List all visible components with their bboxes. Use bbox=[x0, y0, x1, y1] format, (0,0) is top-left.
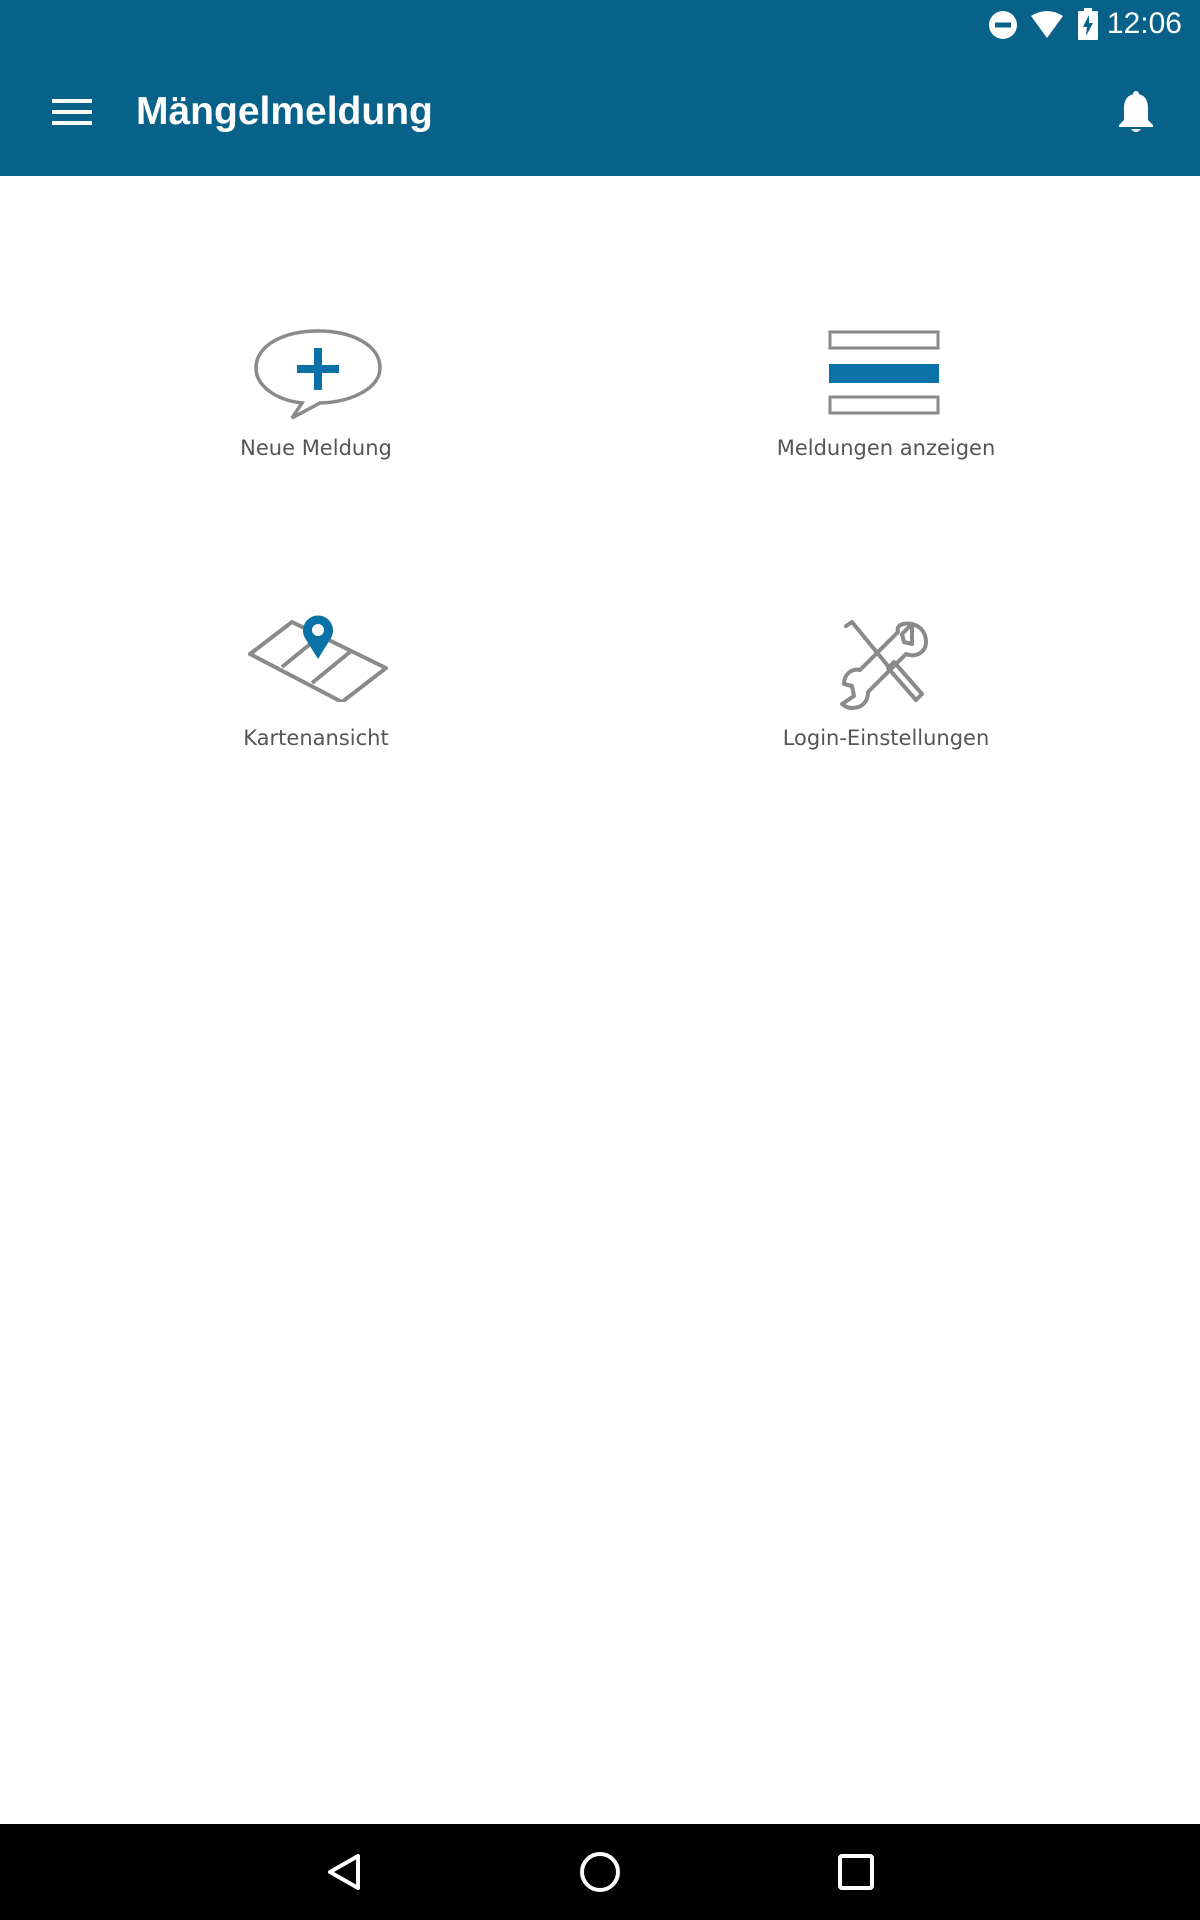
navigation-bar bbox=[0, 1824, 1200, 1920]
tile-label: Meldungen anzeigen bbox=[776, 436, 996, 460]
status-time: 12:06 bbox=[1106, 7, 1182, 40]
tools-icon bbox=[838, 620, 930, 710]
list-icon bbox=[828, 330, 940, 416]
wifi-icon bbox=[1030, 10, 1064, 40]
tile-show-reports[interactable] bbox=[676, 310, 1096, 510]
notification-bell-icon bbox=[1117, 90, 1155, 134]
new-report-speech-bubble-icon bbox=[252, 328, 384, 422]
menu-button[interactable] bbox=[36, 80, 108, 144]
map-pin-icon bbox=[246, 608, 390, 702]
tile-new-report[interactable] bbox=[106, 310, 526, 510]
page-title: Mängelmeldung bbox=[136, 90, 433, 133]
back-button[interactable] bbox=[304, 1840, 384, 1904]
home-button[interactable] bbox=[560, 1840, 640, 1904]
notifications-button[interactable] bbox=[1104, 80, 1168, 144]
tile-label: Login-Einstellungen bbox=[782, 726, 990, 750]
tile-map-view[interactable] bbox=[106, 598, 526, 798]
home-icon bbox=[578, 1850, 622, 1894]
recents-button[interactable] bbox=[816, 1840, 896, 1904]
menu-icon bbox=[52, 97, 92, 127]
back-icon bbox=[324, 1852, 364, 1892]
tile-label: Neue Meldung bbox=[240, 436, 392, 460]
app-bar bbox=[0, 0, 1200, 176]
recents-icon bbox=[836, 1852, 876, 1892]
status-bar bbox=[0, 0, 1200, 48]
do-not-disturb-icon bbox=[988, 10, 1018, 40]
battery-charging-icon bbox=[1078, 8, 1098, 40]
tile-login-settings[interactable] bbox=[676, 598, 1096, 798]
tile-label: Kartenansicht bbox=[243, 726, 389, 750]
